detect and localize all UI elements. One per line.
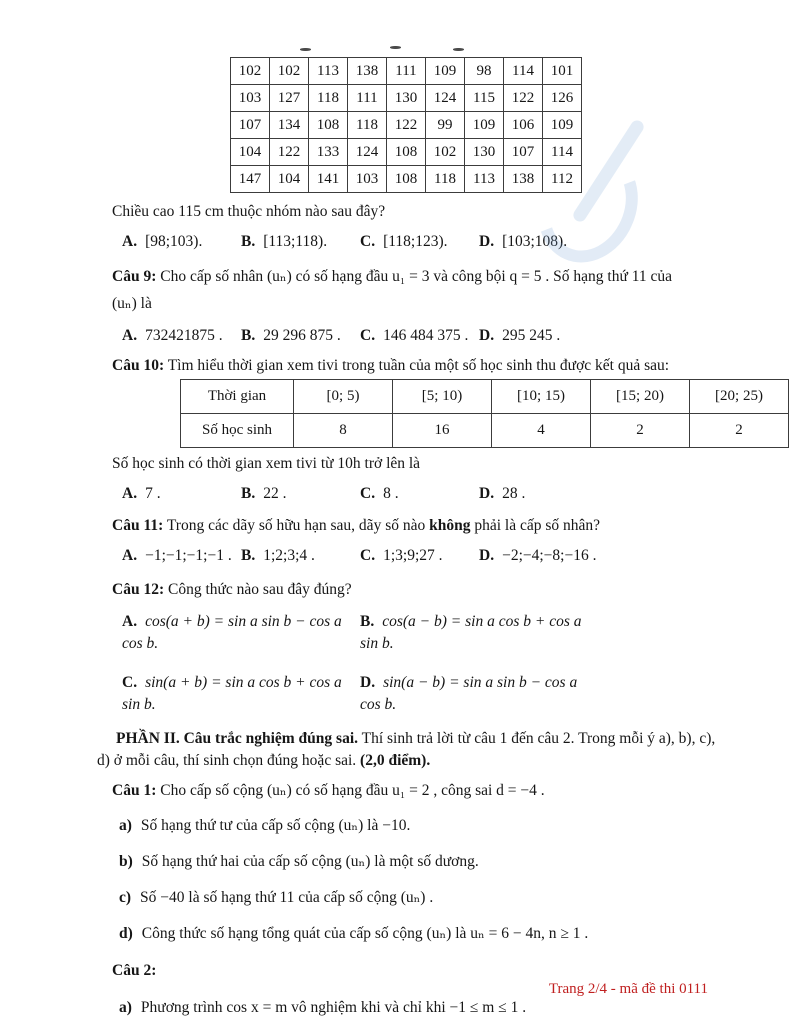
option-text: 146 484 375 . bbox=[383, 327, 469, 344]
page-footer: Trang 2/4 - mã đề thi 0111 bbox=[548, 981, 708, 997]
q11-stem-bold: không bbox=[429, 517, 471, 534]
option-text: [118;123). bbox=[383, 233, 448, 250]
option-text: 295 245 . bbox=[502, 327, 561, 344]
q11-stem-post: phải là cấp số nhân? bbox=[470, 517, 601, 534]
cell: 124 bbox=[426, 85, 465, 112]
table-row bbox=[231, 112, 582, 139]
item-text: Số hạng thứ hai của cấp số cộng (uₙ) là một số dương. bbox=[141, 853, 479, 870]
cell: 106 bbox=[504, 112, 543, 139]
q10-option-c bbox=[360, 483, 479, 505]
q9-stem-text: Cho cấp số nhân (uₙ) có số hạng đầu u₁ = 3 và công bội q = 5 . Số hạng thứ 11 của bbox=[160, 268, 673, 285]
option-text: −2;−4;−8;−16 . bbox=[502, 547, 597, 564]
cell: 98 bbox=[465, 58, 504, 85]
q9-option-a bbox=[122, 325, 241, 347]
item-text: Số −40 là số hạng thứ 11 của cấp số cộng (uₙ) . bbox=[140, 889, 434, 906]
c1-label: Câu 1: bbox=[112, 782, 157, 799]
cutoff-text-fragment bbox=[300, 48, 311, 51]
q10-stem bbox=[112, 355, 722, 377]
q9-option-b bbox=[241, 325, 360, 347]
cell: 108 bbox=[387, 139, 426, 166]
cell: 112 bbox=[543, 166, 582, 193]
cell: 115 bbox=[465, 85, 504, 112]
option-text: cos(a − b) = sin a cos b + cos a sin b. bbox=[360, 613, 582, 652]
item-text: Công thức số hạng tổng quát của cấp số cộng (uₙ) là uₙ = 6 − 4n, n ≥ 1 . bbox=[141, 925, 589, 942]
cell: 126 bbox=[543, 85, 582, 112]
item-text: Phương trình cos x = m vô nghiệm khi và chỉ khi −1 ≤ m ≤ 1 . bbox=[140, 999, 527, 1016]
option-letter: A. bbox=[122, 613, 138, 630]
option-letter: A. bbox=[122, 485, 138, 502]
option-text: sin(a + b) = sin a cos b + cos a sin b. bbox=[122, 674, 342, 713]
q11-options bbox=[122, 545, 792, 567]
q10-option-d bbox=[479, 483, 598, 505]
option-letter: A. bbox=[122, 233, 138, 250]
c1-stem bbox=[112, 780, 722, 802]
q11-label: Câu 11: bbox=[112, 517, 164, 534]
q12-label: Câu 12: bbox=[112, 581, 165, 598]
cell: 122 bbox=[270, 139, 309, 166]
option-letter: D. bbox=[479, 547, 495, 564]
cell: 109 bbox=[543, 112, 582, 139]
option-text: 29 296 875 . bbox=[263, 327, 341, 344]
q11-option-a bbox=[122, 545, 241, 567]
cell: 103 bbox=[348, 166, 387, 193]
cutoff-text-fragment bbox=[390, 46, 401, 49]
cell: 138 bbox=[348, 58, 387, 85]
cell: 111 bbox=[348, 85, 387, 112]
part2-title: PHẦN II. Câu trắc nghiệm đúng sai. bbox=[116, 730, 358, 747]
item-letter: a) bbox=[119, 999, 132, 1016]
tv-time-table bbox=[180, 379, 789, 448]
cell: 122 bbox=[504, 85, 543, 112]
cell: 107 bbox=[504, 139, 543, 166]
option-letter: A. bbox=[122, 547, 138, 564]
q9-options bbox=[122, 325, 792, 347]
table-row bbox=[231, 166, 582, 193]
q12-options-row2 bbox=[122, 672, 792, 716]
q8-option-b bbox=[241, 231, 360, 253]
q9-label: Câu 9: bbox=[112, 268, 157, 285]
q8-option-a bbox=[122, 231, 241, 253]
q10-options bbox=[122, 483, 792, 505]
cell: 101 bbox=[543, 58, 582, 85]
cell: 108 bbox=[309, 112, 348, 139]
item-letter: d) bbox=[119, 925, 133, 942]
option-text: 28 . bbox=[502, 485, 526, 502]
cell: 114 bbox=[543, 139, 582, 166]
c1-stem-text: Cho cấp số cộng (uₙ) có số hạng đầu u₁ = 2 , công sai d = −4 . bbox=[160, 782, 545, 799]
option-letter: B. bbox=[241, 327, 256, 344]
option-text: 1;2;3;4 . bbox=[263, 547, 315, 564]
option-letter: B. bbox=[241, 233, 256, 250]
q12-option-b bbox=[360, 611, 598, 655]
q9-stem bbox=[112, 263, 722, 317]
cell: 104 bbox=[270, 166, 309, 193]
option-letter: B. bbox=[241, 485, 256, 502]
option-text: [98;103). bbox=[145, 233, 203, 250]
cell: 147 bbox=[231, 166, 270, 193]
option-letter: D. bbox=[360, 674, 376, 691]
table-row bbox=[231, 85, 582, 112]
cell: 124 bbox=[348, 139, 387, 166]
q11-stem bbox=[112, 515, 722, 537]
option-letter: D. bbox=[479, 233, 495, 250]
height-data-table bbox=[230, 57, 582, 193]
cell: 113 bbox=[309, 58, 348, 85]
cutoff-text-fragment bbox=[453, 48, 464, 51]
q9-option-d bbox=[479, 325, 598, 347]
option-text: 732421875 . bbox=[145, 327, 223, 344]
option-letter: D. bbox=[479, 485, 495, 502]
q11-stem-pre: Trong các dãy số hữu hạn sau, dãy số nào bbox=[166, 517, 430, 534]
q11-option-c bbox=[360, 545, 479, 567]
bin-cell: [0; 5) bbox=[294, 380, 393, 414]
cell: 130 bbox=[387, 85, 426, 112]
bin-cell: [20; 25) bbox=[690, 380, 789, 414]
cell: 109 bbox=[426, 58, 465, 85]
option-text: [113;118). bbox=[263, 233, 328, 250]
cell: 133 bbox=[309, 139, 348, 166]
item-letter: c) bbox=[119, 889, 132, 906]
q8-options bbox=[122, 231, 792, 253]
q10-label: Câu 10: bbox=[112, 357, 165, 374]
q12-option-a bbox=[122, 611, 360, 655]
q12-options-row1 bbox=[122, 611, 792, 655]
item-text: Số hạng thứ tư của cấp số cộng (uₙ) là −10. bbox=[140, 817, 411, 834]
cell: 107 bbox=[231, 112, 270, 139]
count-cell: 2 bbox=[591, 414, 690, 448]
c1-item-a bbox=[119, 814, 722, 838]
cell: 103 bbox=[231, 85, 270, 112]
q11-option-d bbox=[479, 545, 598, 567]
table-row bbox=[231, 139, 582, 166]
cell: 127 bbox=[270, 85, 309, 112]
bin-cell: [5; 10) bbox=[393, 380, 492, 414]
part2-heading bbox=[97, 728, 722, 772]
table-row bbox=[181, 414, 789, 448]
cell: 109 bbox=[465, 112, 504, 139]
row-header: Số học sinh bbox=[181, 414, 294, 448]
c1-item-c bbox=[119, 886, 722, 910]
option-text: −1;−1;−1;−1 . bbox=[145, 547, 232, 564]
c1-item-b bbox=[119, 850, 722, 874]
c2-item-a bbox=[119, 996, 722, 1020]
q12-option-c bbox=[122, 672, 360, 716]
c1-item-d bbox=[119, 922, 722, 946]
cell: 102 bbox=[231, 58, 270, 85]
part2-points: (2,0 điểm). bbox=[360, 752, 431, 769]
option-letter: C. bbox=[360, 233, 376, 250]
cell: 102 bbox=[270, 58, 309, 85]
cell: 114 bbox=[504, 58, 543, 85]
c2-heading bbox=[112, 960, 722, 982]
cell: 113 bbox=[465, 166, 504, 193]
option-text: cos(a + b) = sin a sin b − cos a cos b. bbox=[122, 613, 342, 652]
option-text: 7 . bbox=[145, 485, 161, 502]
q8-stem: Chiều cao 115 cm thuộc nhóm nào sau đây? bbox=[112, 203, 386, 220]
option-letter: A. bbox=[122, 327, 138, 344]
option-text: [103;108). bbox=[502, 233, 568, 250]
cell: 108 bbox=[387, 166, 426, 193]
cell: 118 bbox=[348, 112, 387, 139]
cell: 104 bbox=[231, 139, 270, 166]
option-letter: D. bbox=[479, 327, 495, 344]
q11-option-b bbox=[241, 545, 360, 567]
count-cell: 2 bbox=[690, 414, 789, 448]
cell: 99 bbox=[426, 112, 465, 139]
option-text: 8 . bbox=[383, 485, 399, 502]
cell: 134 bbox=[270, 112, 309, 139]
cell: 118 bbox=[309, 85, 348, 112]
count-cell: 16 bbox=[393, 414, 492, 448]
option-letter: C. bbox=[360, 547, 376, 564]
q10-option-a bbox=[122, 483, 241, 505]
option-letter: C. bbox=[122, 674, 138, 691]
q9-stem-line2: (uₙ) là bbox=[112, 295, 152, 312]
option-letter: B. bbox=[360, 613, 375, 630]
option-letter: C. bbox=[360, 485, 376, 502]
cell: 102 bbox=[426, 139, 465, 166]
q12-option-d bbox=[360, 672, 598, 716]
item-letter: b) bbox=[119, 853, 133, 870]
option-letter: C. bbox=[360, 327, 376, 344]
count-cell: 4 bbox=[492, 414, 591, 448]
q9-option-c bbox=[360, 325, 479, 347]
count-cell: 8 bbox=[294, 414, 393, 448]
cell: 118 bbox=[426, 166, 465, 193]
option-text: 22 . bbox=[263, 485, 287, 502]
option-letter: B. bbox=[241, 547, 256, 564]
cell: 111 bbox=[387, 58, 426, 85]
q12-stem bbox=[112, 579, 722, 601]
table-row bbox=[231, 58, 582, 85]
option-text: sin(a − b) = sin a sin b − cos a cos b. bbox=[360, 674, 578, 713]
q10-stem2: Số học sinh có thời gian xem tivi từ 10h trở lên là bbox=[112, 455, 421, 472]
table-row bbox=[181, 380, 789, 414]
cell: 138 bbox=[504, 166, 543, 193]
q10-option-b bbox=[241, 483, 360, 505]
row-header: Thời gian bbox=[181, 380, 294, 414]
bin-cell: [15; 20) bbox=[591, 380, 690, 414]
bin-cell: [10; 15) bbox=[492, 380, 591, 414]
c2-label: Câu 2: bbox=[112, 962, 157, 979]
cell: 122 bbox=[387, 112, 426, 139]
part2-instructions: Thí sinh trả lời từ câu 1 đến câu 2. Trong mỗi ý a), b), c), d) ở mỗi câu, thí sinh chọn đúng hoặc sai. bbox=[97, 730, 716, 769]
q10-stem-text: Tìm hiểu thời gian xem tivi trong tuần của một số học sinh thu được kết quả sau: bbox=[167, 357, 670, 374]
cell: 130 bbox=[465, 139, 504, 166]
option-text: 1;3;9;27 . bbox=[383, 547, 443, 564]
item-letter: a) bbox=[119, 817, 132, 834]
cell: 141 bbox=[309, 166, 348, 193]
q12-stem-text: Công thức nào sau đây đúng? bbox=[167, 581, 352, 598]
q8-option-c bbox=[360, 231, 479, 253]
